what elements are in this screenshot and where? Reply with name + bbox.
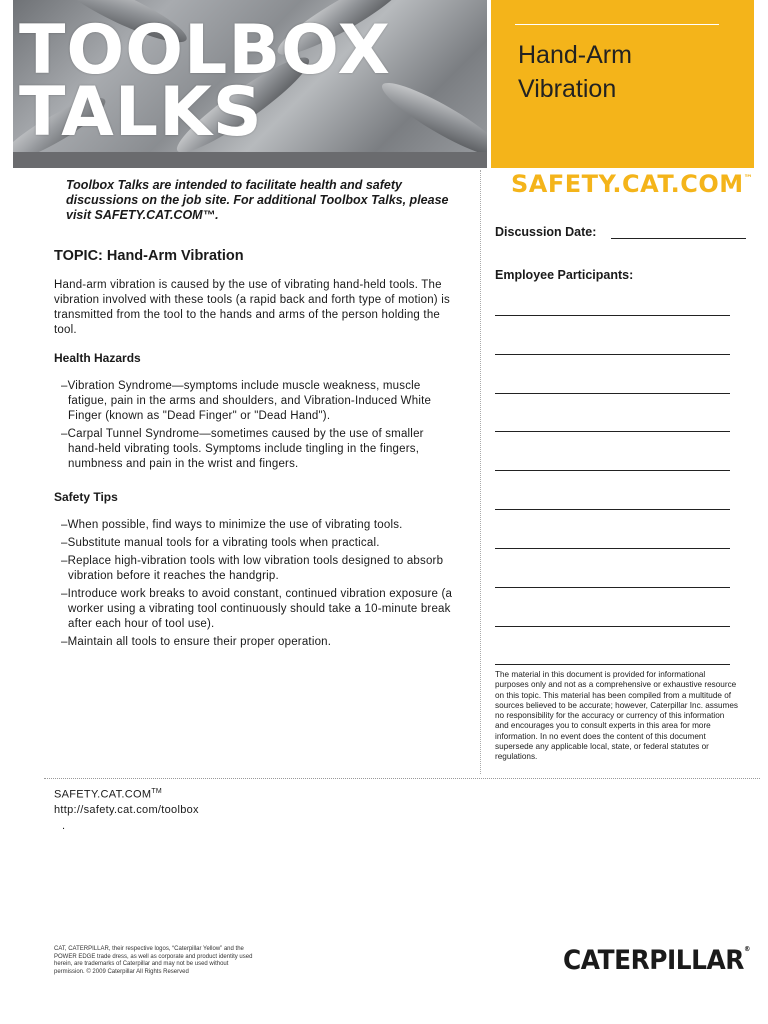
caterpillar-logo (563, 945, 750, 976)
safety-tips-heading: Safety Tips (54, 490, 118, 504)
main-content (54, 248, 454, 653)
participant-line[interactable] (495, 354, 730, 355)
participant-line[interactable] (495, 431, 730, 432)
list-item: – Replace high-vibration tools with low vibration tools designed to absorb vibration before it reaches the handgrip. (54, 554, 454, 584)
legal-notice: CAT, CATERPILLAR, their respective logos, “Caterpillar Yellow” and the POWER EDGE trade dress, as well as corporate and product identity used herein, are trademarks of Caterpillar and may not be used without permission. © 2009 Caterpillar All Rights Reserved (54, 946, 253, 975)
list-item: – Maintain all tools to ensure their proper operation. (54, 635, 454, 650)
participant-line[interactable] (495, 626, 730, 627)
footer-url-link[interactable]: http://safety.cat.com/toolbox (54, 803, 199, 816)
participant-line[interactable] (495, 470, 730, 471)
intro-text: Toolbox Talks are intended to facilitate health and safety discussions on the job site. For additional Toolbox Talks, please visit SAFETY.CAT.COM™. (66, 178, 449, 222)
footer-site-tm: TM (151, 788, 163, 795)
participant-line[interactable] (495, 548, 730, 549)
topic-title (518, 38, 728, 106)
brand-tm: ™ (743, 174, 754, 184)
list-item: – Carpal Tunnel Syndrome—sometimes caused by the use of smaller hand-held vibrating tools. Symptoms include tingling in the fingers, numbness and pain in the wrist and fingers. (54, 427, 454, 472)
safety-cat-brand (511, 170, 753, 198)
discussion-date-label: Discussion Date: (495, 225, 597, 239)
health-hazards-heading: Health Hazards (54, 351, 141, 365)
participant-line[interactable] (495, 509, 730, 510)
topic-title-line1: Hand-Arm (518, 41, 632, 69)
employee-participants-label: Employee Participants: (495, 268, 634, 282)
banner-title-line2: TALKS (19, 73, 263, 152)
banner-strip (13, 152, 487, 168)
list-item: – Substitute manual tools for a vibrating tools when practical. (54, 536, 454, 551)
header-banner (13, 0, 487, 168)
participant-line[interactable] (495, 315, 730, 316)
safety-tips-list (54, 518, 454, 650)
caterpillar-logo-text: CATERPILLAR (563, 945, 744, 976)
topic-title-line2: Vibration (518, 75, 617, 103)
discussion-date-field[interactable] (611, 238, 746, 239)
banner-title-line1: TOOLBOX (19, 11, 391, 90)
list-item: – Vibration Syndrome—symptoms include muscle weakness, muscle fatigue, pain in the arms and shoulders, and Vibration-Induced White Finger (known as "Dead Finger" or "Dead Hand"). (54, 379, 454, 424)
footer-site-text: SAFETY.CAT.COM (54, 788, 152, 801)
participant-line[interactable] (495, 587, 730, 588)
title-rule (515, 24, 719, 25)
brand-text: SAFETY.CAT.COM (511, 170, 744, 198)
participant-line[interactable] (495, 393, 730, 394)
list-item: – Introduce work breaks to avoid constant, continued vibration exposure (a worker using a vibrating tool continuously should take a 10-minute break after each hour of tool use). (54, 587, 454, 632)
column-divider (480, 170, 481, 774)
disclaimer-text: The material in this document is provided for informational purposes only and not as a comprehensive or exhaustive resource on this topic. This material has been compiled from a multitude of sources believed to be accurate; however, Caterpillar Inc. assumes no responsibility for the accuracy or currency of this information and encourages you to consult experts in this area for more information. In no event does the content of this document supersede any applicable local, state, or federal statutes or regulations. (495, 670, 739, 762)
banner-title (19, 11, 391, 152)
footer-site (54, 784, 199, 803)
footer-divider (44, 778, 760, 779)
topic-heading: TOPIC: Hand-Arm Vibration (54, 248, 244, 264)
list-item: – When possible, find ways to minimize the use of vibrating tools. (54, 518, 454, 533)
caterpillar-logo-tm: ® (743, 945, 750, 953)
topic-title-box (491, 0, 754, 168)
health-hazards-list (54, 379, 454, 472)
participant-line[interactable] (495, 664, 730, 665)
intro-paragraph: Hand-arm vibration is caused by the use of vibrating hand-held tools. The vibration involved with these tools (a rapid back and forth type of motion) is transmitted from the tool to the hands and arms of the person holding the tool. (54, 279, 450, 336)
footer-links (54, 784, 199, 818)
footer-dot: . (62, 820, 66, 832)
